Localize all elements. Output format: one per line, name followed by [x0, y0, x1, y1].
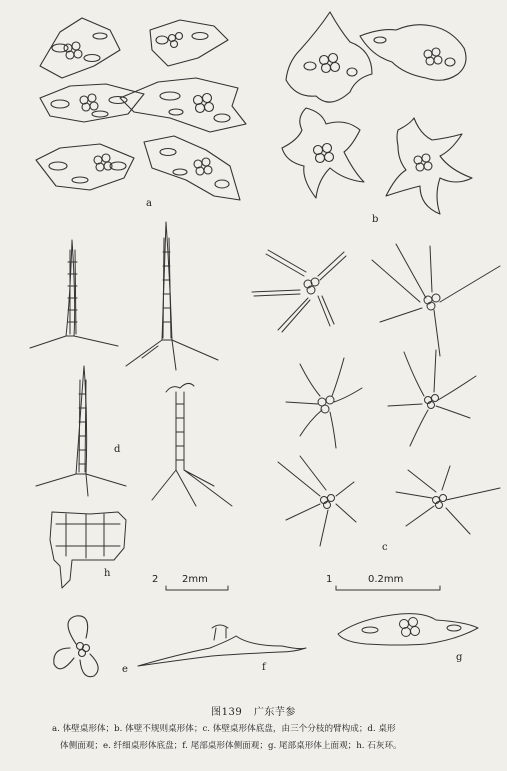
- specimen-g: [338, 614, 478, 645]
- cluster-b4: [414, 154, 432, 171]
- specimen-group-b: [282, 12, 472, 214]
- table-a6: [144, 136, 240, 200]
- panel-label-g: g: [456, 652, 463, 663]
- cluster-c5: [321, 495, 335, 509]
- table-c5: [278, 456, 356, 546]
- cluster-c6: [433, 495, 447, 509]
- figure-title: 广东芋参: [253, 707, 296, 718]
- cluster-a3: [80, 94, 98, 111]
- scale-index-2: 2: [152, 574, 159, 585]
- specimen-group-a: [36, 18, 246, 200]
- table-d1: [30, 240, 118, 348]
- table-c4: [388, 350, 476, 446]
- cluster-a5: [94, 154, 112, 171]
- table-d3: [36, 366, 126, 496]
- cluster-b2: [424, 48, 442, 65]
- cluster-a4: [194, 94, 214, 113]
- table-a4: [120, 78, 246, 132]
- panel-label-f: f: [262, 662, 266, 673]
- cluster-e: [77, 643, 90, 657]
- figure-caption-title: [0, 703, 507, 718]
- table-b4: [386, 118, 472, 214]
- panel-label-h: h: [104, 568, 111, 579]
- figure-caption-body: [52, 721, 492, 755]
- table-c2: [372, 244, 500, 356]
- table-c1: [252, 250, 346, 332]
- table-d4: [152, 383, 232, 506]
- scale-bar-2mm: [166, 586, 228, 590]
- cluster-c2: [424, 294, 440, 310]
- scale-label-2mm: 2mm: [182, 574, 208, 585]
- panel-label-a: a: [146, 198, 152, 209]
- cluster-g: [400, 618, 420, 637]
- caption-line-1: a. 体壁桌形体；b. 体壁不规则桌形体；c. 体壁桌形体底盘，由三个分枝的臂构成；d. 桌形: [52, 724, 396, 734]
- table-d2: [126, 222, 218, 370]
- scale-label-0.2mm: 0.2mm: [368, 574, 404, 585]
- cluster-b3: [314, 144, 334, 163]
- table-c6: [396, 466, 500, 534]
- scale-index-1: 1: [326, 574, 333, 585]
- caption-line-2: 体侧面观；e. 纤细桌形体底盘；f. 尾部桌形体侧面观；g. 尾部桌形体上面观；h. 石灰环。: [60, 741, 402, 751]
- cluster-c3: [318, 396, 334, 413]
- table-a2: [150, 20, 228, 66]
- cluster-a2: [169, 33, 183, 48]
- panel-label-e: e: [122, 664, 128, 675]
- table-c3: [286, 358, 362, 448]
- table-b2: [360, 25, 466, 81]
- panel-label-c: c: [382, 542, 388, 553]
- panel-label-d: d: [114, 444, 121, 455]
- specimen-f: [138, 625, 306, 666]
- cluster-a6: [194, 158, 212, 175]
- specimen-group-d: [30, 222, 232, 506]
- specimen-h-calcareous-ring: [50, 512, 126, 588]
- table-b3: [282, 108, 364, 198]
- cluster-b1: [320, 54, 340, 73]
- cluster-c1: [304, 278, 319, 294]
- figure-number: 图139: [211, 707, 243, 718]
- panel-label-b: b: [372, 214, 379, 225]
- scale-bar-0.2mm: [336, 586, 440, 590]
- specimen-e: [54, 616, 98, 677]
- specimen-group-c: [252, 244, 500, 546]
